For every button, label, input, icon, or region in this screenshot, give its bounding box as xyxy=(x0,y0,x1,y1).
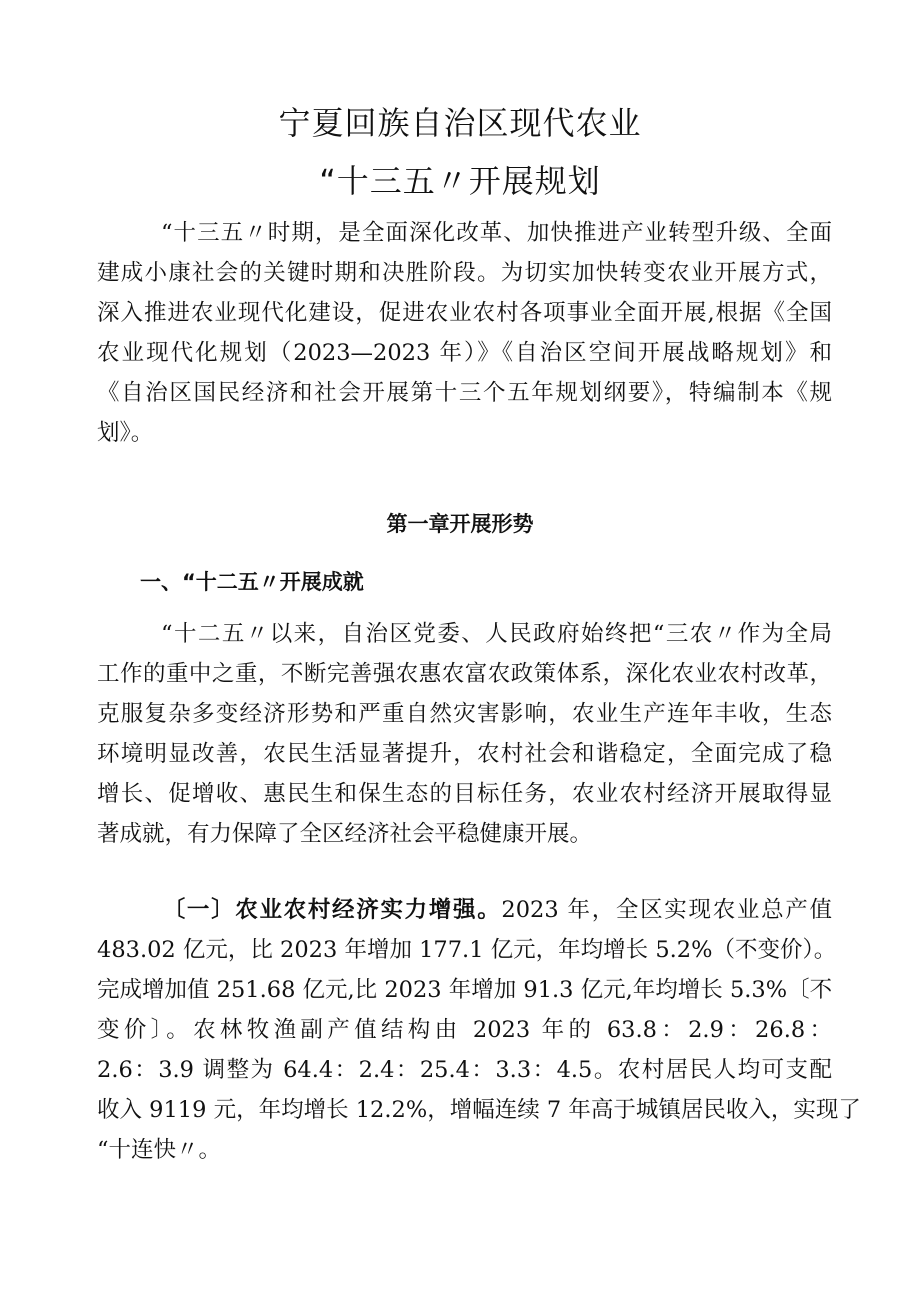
para2-line-2: 483.02 亿元，比 2023 年增加 177.1 亿元，年均增长 5.2%（不变价）。 xyxy=(97,937,837,963)
para2-line-4: 变价〕。农林牧渔副产值结构由 2023 年的 63.8：2.9：26.8： xyxy=(97,1017,832,1043)
intro-line-5: 《自治区国民经济和社会开展第十三个五年规划纲要》，特编制本《规 xyxy=(97,380,832,406)
economy-paragraph xyxy=(97,890,861,1170)
intro-line-3: 深入推进农业现代化建设，促进农业农村各项事业全面开展,根据《全国 xyxy=(97,300,832,326)
document-title-line2: “十三五〃开展规划 xyxy=(319,162,601,200)
para1-line-4: 环境明显改善，农民生活显著提升，农村社会和谐稳定，全面完成了稳 xyxy=(97,741,832,767)
para2-line-1: 〔一〕农业农村经济实力增强。2023 年，全区实现农业总产值 xyxy=(161,897,832,923)
section-title: 一、“十二五〃开展成就 xyxy=(140,570,364,594)
para2-lead: 〔一〕农业农村经济实力增强。 xyxy=(161,897,502,923)
intro-line-6: 划》。 xyxy=(97,420,154,446)
para2-line-6: 收入 9119 元，年均增长 12.2%，增幅连续 7 年高于城镇居民收入，实现了 xyxy=(97,1097,861,1123)
intro-paragraph xyxy=(97,213,832,453)
document-title-line1: 宁夏回族自治区现代农业 xyxy=(278,104,642,142)
para1-line-3: 克服复杂多变经济形势和严重自然灾害影响，农业生产连年丰收，生态 xyxy=(97,701,832,727)
intro-line-1: “十三五〃时期，是全面深化改革、加快推进产业转型升级、全面 xyxy=(161,220,832,246)
para2-line-5: 2.6：3.9 调整为 64.4：2.4：25.4：3.3：4.5。农村居民人均可支配 xyxy=(97,1057,832,1083)
chapter-title: 第一章开展形势 xyxy=(386,512,534,536)
intro-line-2: 建成小康社会的关键时期和决胜阶段。为切实加快转变农业开展方式， xyxy=(97,260,832,286)
para1-line-5: 增长、促增收、惠民生和保生态的目标任务，农业农村经济开展取得显 xyxy=(97,781,832,807)
para2-line-3: 完成增加值 251.68 亿元,比 2023 年增加 91.3 亿元,年均增长 5.3%〔不 xyxy=(97,977,833,1003)
para2-line-7: “十连快〃。 xyxy=(97,1137,222,1163)
para1-line-6: 著成就，有力保障了全区经济社会平稳健康开展。 xyxy=(97,821,593,847)
achievement-paragraph xyxy=(97,614,832,854)
para1-line-1: “十二五〃以来，自治区党委、人民政府始终把“三农〃作为全局 xyxy=(161,621,832,647)
para1-line-2: 工作的重中之重，不断完善强农惠农富农政策体系，深化农业农村改革， xyxy=(97,661,832,687)
intro-line-4: 农业现代化规划（2023—2023 年）》《自治区空间开展战略规划》和 xyxy=(97,340,832,366)
